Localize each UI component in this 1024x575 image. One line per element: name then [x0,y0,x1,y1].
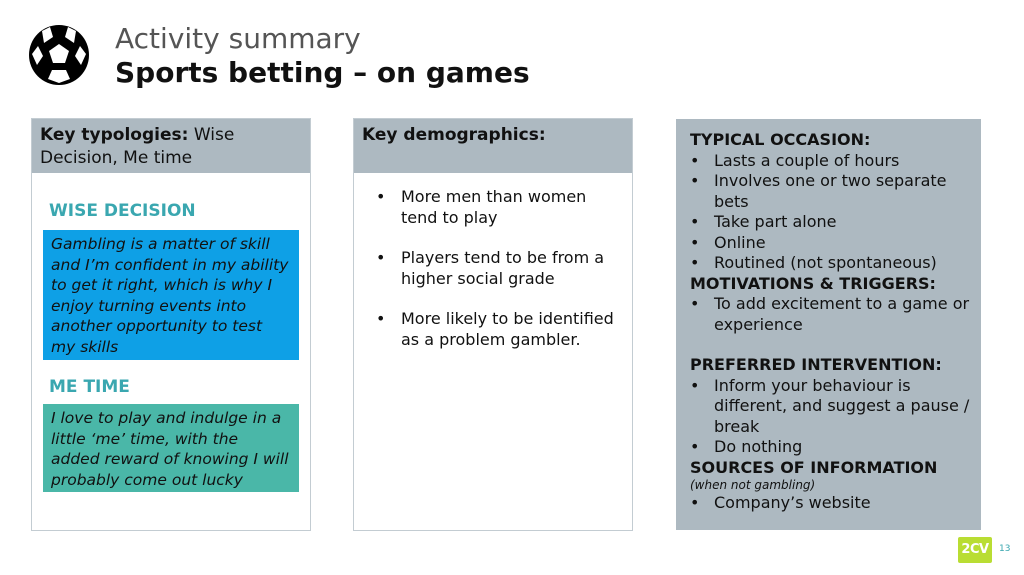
list-item: • Inform your behaviour is different, and suggest a pause / break [690,376,970,438]
demographics-list [374,187,614,370]
list-item: • Routined (not spontaneous) [690,253,970,274]
brand-logo: 2CV [958,537,992,563]
me-time-quote: I love to play and indulge in a little ‘me’ time, with the added reward of knowing I will probably come out lucky [43,404,299,492]
sources-list [690,493,970,514]
list-item: • Do nothing [690,437,970,458]
list-item: • More men than women tend to play [374,187,614,228]
typologies-value: Wise Decision, Me time [40,125,235,168]
list-item: • Take part alone [690,212,970,233]
list-item: • Players tend to be from a higher social grade [374,248,614,289]
wise-decision-heading: WISE DECISION [49,201,196,221]
typologies-label: Key typologies: [40,125,189,145]
page-number: 13 [999,544,1011,554]
list-item: • To add excitement to a game or experience [690,294,970,335]
list-item: • Lasts a couple of hours [690,151,970,172]
typologies-card [31,118,311,531]
motivations-heading: MOTIVATIONS & TRIGGERS: [690,273,936,293]
motivations-list [690,294,970,335]
typologies-header [32,119,310,173]
occasion-card [676,119,981,530]
list-item: • Company’s website [690,493,970,514]
page-title: Activity summary [115,22,361,55]
me-time-heading: ME TIME [49,377,130,397]
intervention-list [690,376,970,458]
occasion-list [690,151,970,274]
demographics-label: Key demographics: [362,125,546,145]
occasion-heading: TYPICAL OCCASION: [690,130,871,149]
demographics-card [353,118,633,531]
demographics-header [354,119,632,173]
intervention-heading: PREFERRED INTERVENTION: [690,355,942,374]
football-icon [28,24,90,86]
page-subtitle: Sports betting – on games [115,56,530,89]
list-item: • Involves one or two separate bets [690,171,970,212]
list-item: • Online [690,233,970,254]
sources-note: (when not gambling) [690,478,816,492]
wise-decision-quote: Gambling is a matter of skill and I’m confident in my ability to get it right, which is why I enjoy turning events into another opportunity to test my skills [43,230,299,360]
list-item: • More likely to be identified as a problem gambler. [374,309,614,350]
sources-heading: SOURCES OF INFORMATION [690,457,938,477]
